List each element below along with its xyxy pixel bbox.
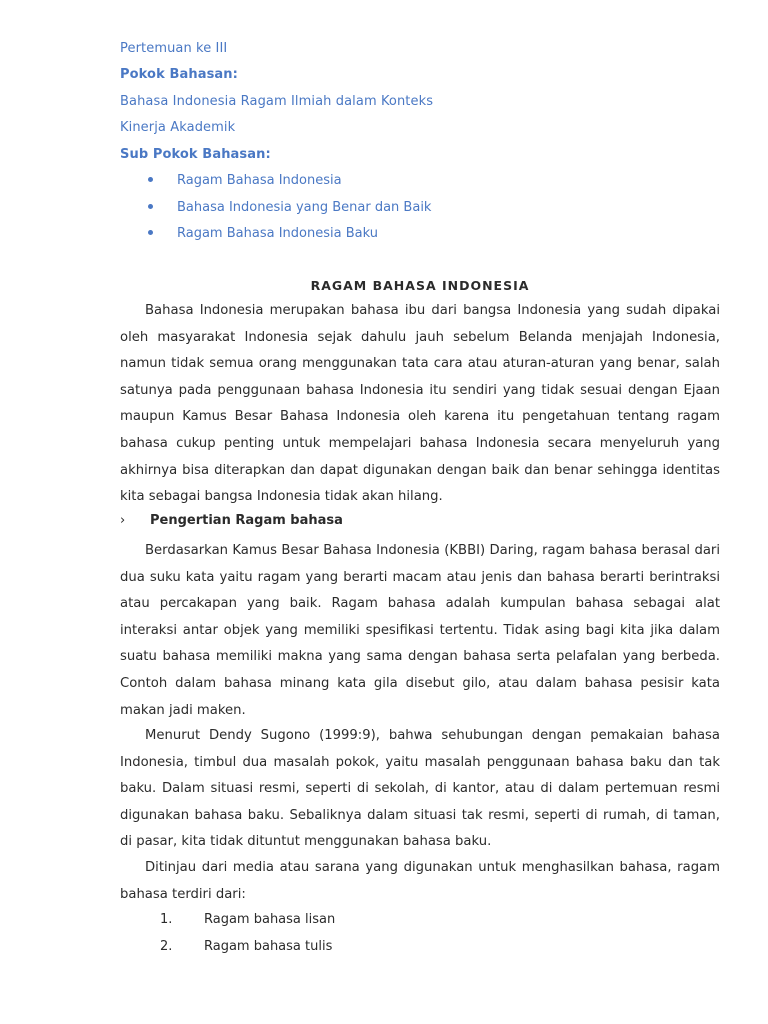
intro-paragraph (120, 298, 720, 511)
body-paragraph (120, 855, 720, 908)
topic-line-1: Bahasa Indonesia Ragam Ilmiah dalam Konteks (120, 94, 434, 109)
topic-line-2: Kinerja Akademik (120, 120, 236, 135)
paragraph-text: Ditinjau dari media atau sarana yang digunakan untuk menghasilkan bahasa, ragam bahasa terdiri dari: (120, 860, 720, 902)
document-title: RAGAM BAHASA INDONESIA (310, 278, 530, 293)
body-paragraph (120, 723, 720, 856)
bullet-icon (148, 204, 153, 209)
paragraph-text: Berdasarkan Kamus Besar Bahasa Indonesia (KBBI) Daring, ragam bahasa berasal dari dua suku kata yaitu ragam yang berarti macam atau jenis dan bahasa berarti berintraksi atau percakapan yang baik. Ragam bahasa adalah kumpulan bahasa sebagai alat interaksi antar objek yang memiliki spesifikasi tertentu. Tidak asing bagi kita jika dalam suatu bahasa memiliki makna yang sama dengan bahasa serta pelafalan yang berbeda. Contoh dalam bahasa minang kata gila disebut gilo, atau dalam bahasa pesisir kata makan jadi maken. (120, 543, 720, 718)
list-item (160, 912, 335, 927)
bullet-icon (148, 230, 153, 235)
list-number: 2. (160, 939, 173, 954)
list-text: Ragam bahasa tulis (204, 939, 333, 954)
list-item (148, 173, 342, 188)
subtopic-text: Ragam Bahasa Indonesia Baku (177, 226, 378, 241)
intro-text: Bahasa Indonesia merupakan bahasa ibu dari bangsa Indonesia yang sudah dipakai oleh masyarakat Indonesia sejak dahulu jauh sebelum Belanda menjajah Indonesia, namun tidak semua orang menggunakan tata cara atau aturan-aturan yang benar, salah satunya pada penggunaan bahasa Indonesia itu sendiri yang tidak sesuai dengan Ejaan maupun Kamus Besar Bahasa Indonesia oleh karena itu pengetahuan tentang ragam bahasa cukup penting untuk mempelajari bahasa Indonesia secara menyeluruh yang akhirnya bisa diterapkan dan dapat digunakan dengan baik dan benar sehingga identitas kita sebagai bangsa Indonesia tidak akan hilang. (120, 303, 720, 505)
list-item (148, 200, 431, 215)
paragraph-text: Menurut Dendy Sugono (1999:9), bahwa sehubungan dengan pemakaian bahasa Indonesia, timbul dua masalah pokok, yaitu masalah penggunaan bahasa baku dan tak baku. Dalam situasi resmi, seperti di sekolah, di kantor, atau di dalam pertemuan resmi digunakan bahasa baku. Sebaliknya dalam situasi tak resmi, seperti di rumah, di taman, di pasar, kita tidak dituntut menggunakan bahasa baku. (120, 728, 720, 850)
list-text: Ragam bahasa lisan (204, 912, 336, 927)
subtopic-text: Ragam Bahasa Indonesia (177, 173, 342, 188)
bullet-icon (148, 177, 153, 182)
subtopic-label: Sub Pokok Bahasan: (120, 147, 271, 162)
section-heading (120, 513, 343, 528)
section-heading-text: Pengertian Ragam bahasa (150, 513, 343, 528)
subtopic-text: Bahasa Indonesia yang Benar dan Baik (177, 200, 432, 215)
chevron-right-icon: › (120, 513, 126, 528)
meeting-label: Pertemuan ke III (120, 41, 228, 56)
body-paragraph (120, 538, 720, 724)
list-item (148, 226, 378, 241)
list-number: 1. (160, 912, 173, 927)
topic-label: Pokok Bahasan: (120, 67, 238, 82)
list-item (160, 939, 332, 954)
